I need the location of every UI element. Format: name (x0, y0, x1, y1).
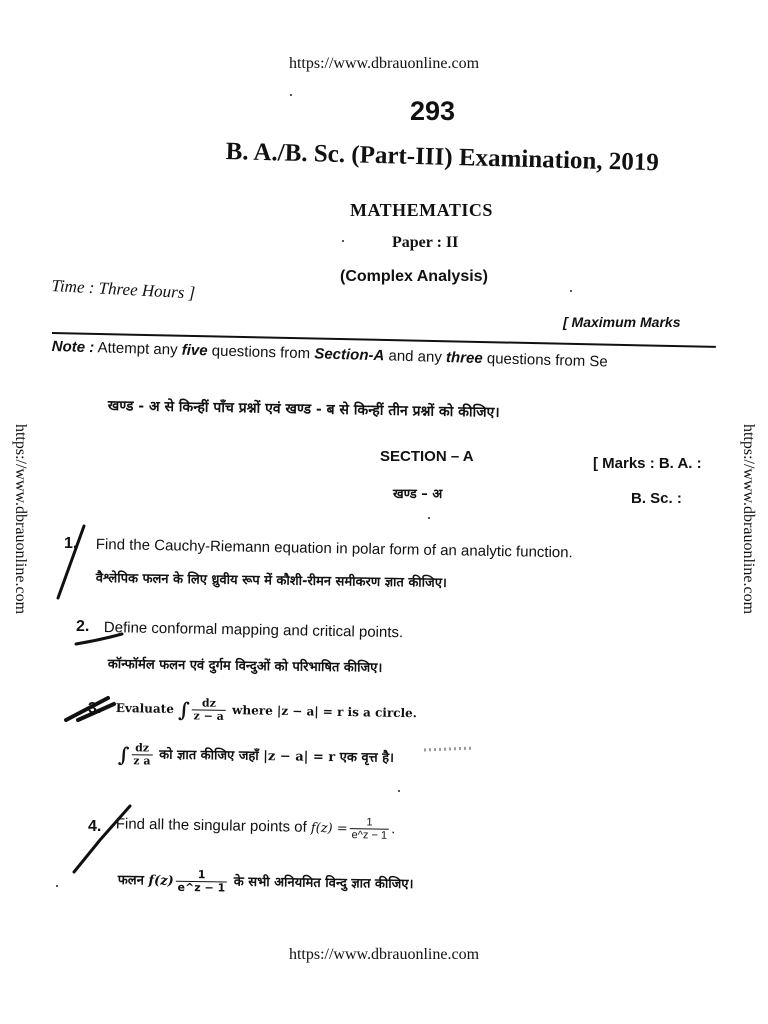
section-title-hindi: खण्ड – अ (393, 487, 443, 502)
watermark-url-right: https://www.dbrauonline.com (740, 423, 757, 615)
fraction-numerator: 1 (350, 816, 390, 830)
pen-tick-mark-4 (60, 800, 140, 880)
question-2-english: Define conformal mapping and critical points. (103, 619, 404, 642)
exam-title: B. A./B. Sc. (Part-III) Examination, 2019 (225, 138, 660, 177)
paper-code: 293 (410, 96, 456, 126)
fraction-denominator: e^z − 1 (351, 829, 388, 842)
note-em-3: three (445, 349, 483, 368)
question-1-hindi: वैश्लेपिक फलन के लिए ध्रुवीय रूप में कौशी-रीमन समीकरण ज्ञात कीजिए। (95, 570, 447, 591)
question-3-hindi (118, 742, 394, 771)
watermark-url-top: https://www.dbrauonline.com (288, 55, 480, 72)
scan-speck (428, 517, 430, 519)
integral-sign-icon: ∫ (177, 697, 190, 722)
question-number-3: 3. (88, 700, 102, 717)
question-3-english (116, 696, 418, 726)
scan-speck (290, 94, 292, 96)
scan-speck (398, 790, 400, 792)
pen-tick-mark-3 (60, 690, 120, 730)
question-2-hindi: कॉन्फॉर्मल फलन एवं दुर्गम विन्दुओं को परिभाषित कीजिए। (107, 656, 383, 676)
note-em-1: five (181, 341, 208, 360)
question-1-english: Find the Cauchy-Riemann equation in polar form of an analytic function. (95, 536, 573, 562)
scan-speck (570, 290, 572, 292)
note-label: Note : (51, 338, 95, 357)
scan-smudge (420, 740, 480, 760)
fraction-denominator: z a (133, 754, 151, 768)
instructions-note-hindi: खण्ड - अ से किन्हीं पाँच प्रश्नों एवं खण्ड - ब से किन्हीं तीन प्रश्नों को कीजिए। (107, 397, 500, 421)
watermark-url-bottom: https://www.dbrauonline.com (288, 946, 480, 963)
note-text-1: Attempt any (97, 339, 178, 359)
scan-speck (342, 240, 344, 242)
pen-tick-mark-1 (44, 518, 104, 608)
pen-tick-mark-2 (70, 612, 130, 652)
question-4-hindi-fraction (176, 869, 228, 895)
question-4-function: f(z) = (310, 820, 348, 837)
question-number-4: 4. (88, 818, 102, 835)
fraction-numerator: dz (131, 742, 152, 755)
note-text-2: questions from (211, 342, 311, 363)
time-allowed: Time : Three Hours ] (51, 276, 196, 303)
question-3-evaluate-label: Evaluate (115, 700, 175, 717)
question-4-english: Find all the singular points of f(z) = $\frac{1}{e\^{}z - 1}$ . (115, 815, 396, 842)
note-text-3: and any (388, 347, 443, 366)
integral-sign-icon: ∫ (117, 742, 130, 767)
fraction-denominator: e^z − 1 (177, 880, 226, 895)
question-3-fraction (191, 697, 226, 723)
question-3-hindi-fraction (131, 742, 153, 767)
question-4-hindi-prefix: फलन (117, 872, 144, 889)
question-4-fraction (349, 816, 389, 842)
section-title: SECTION – A (380, 448, 474, 465)
subject-title: MATHEMATICS (350, 200, 493, 220)
maximum-marks: [ Maximum Marks (563, 314, 681, 330)
question-4-hindi-text: के सभी अनियमित विन्दु ज्ञात कीजिए। (233, 874, 414, 893)
question-4-hindi-function: f(z) (148, 873, 174, 889)
fraction-numerator: 1 (176, 869, 228, 883)
note-text-4: questions from Se (486, 350, 608, 371)
watermark-url-left: https://www.dbrauonline.com (12, 423, 29, 615)
fraction-denominator: z − a (193, 709, 224, 723)
question-3-condition: where |z − a| = r is a circle. (232, 703, 418, 721)
paper-topic: (Complex Analysis) (340, 268, 488, 285)
section-marks-ba: [ Marks : B. A. : (593, 455, 702, 472)
question-4-text: Find all the singular points of (115, 815, 307, 836)
section-marks-bsc: B. Sc. : (631, 490, 682, 507)
paper-number: Paper : II (392, 234, 459, 251)
question-3-hindi-text: को ज्ञात कीजिए जहाँ |z − a| = r एक वृत्त है। (159, 747, 395, 766)
question-number-2: 2. (76, 618, 90, 635)
question-number-1: 1. (64, 535, 78, 552)
question-4-hindi (118, 868, 414, 897)
fraction-numerator: dz (192, 697, 226, 711)
scan-speck (56, 885, 58, 887)
note-em-2: Section-A (314, 345, 385, 365)
